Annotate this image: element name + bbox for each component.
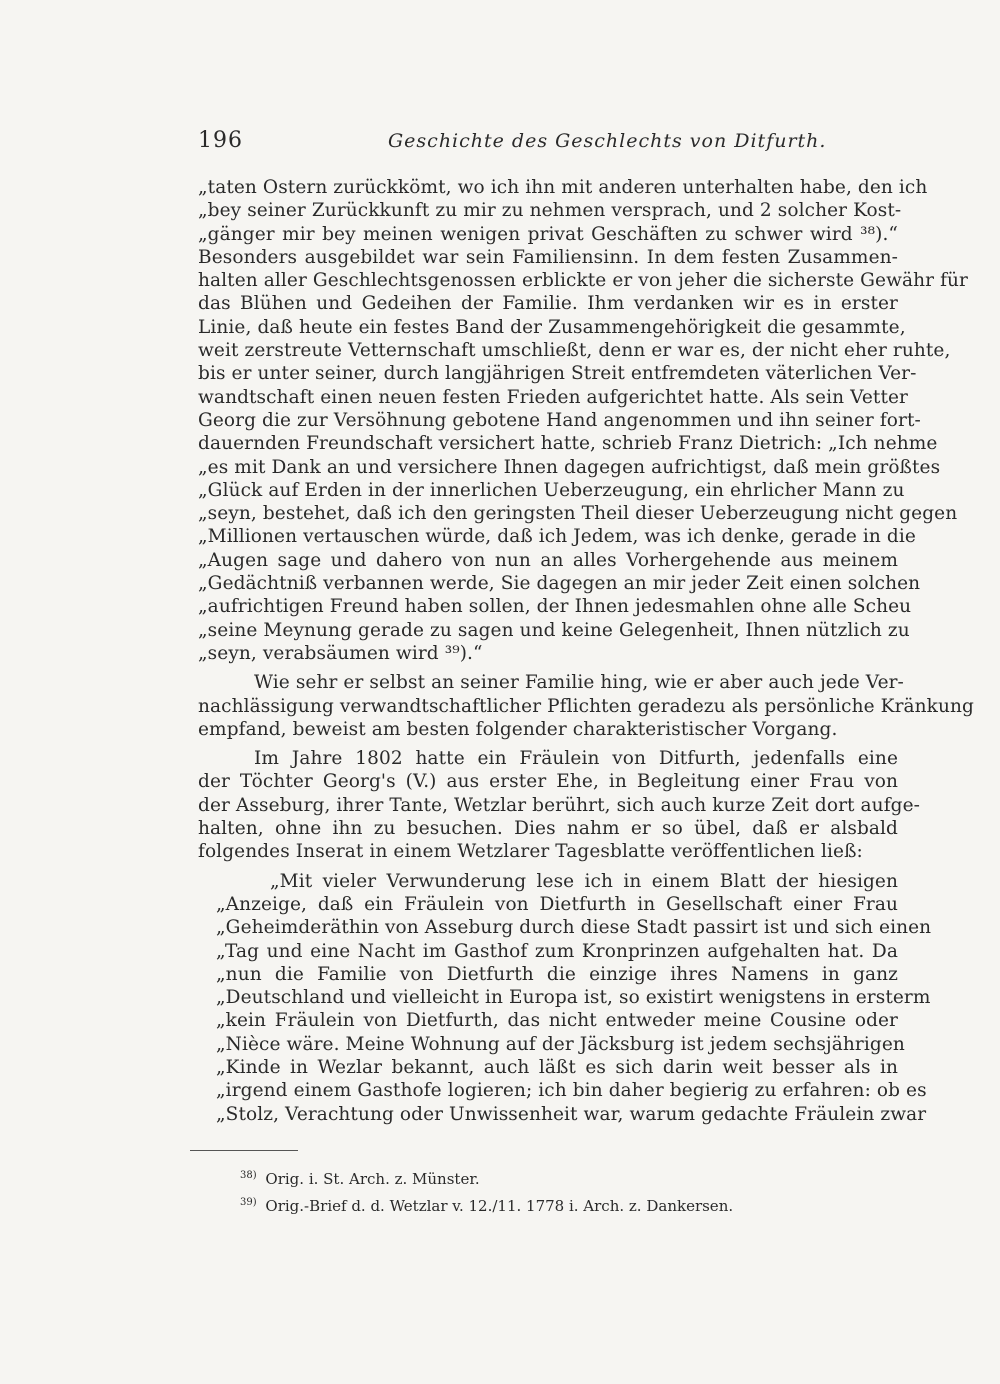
text-line: „Glück auf Erden in der innerlichen Ueberzeugung, ein ehrlicher Mann zu (198, 479, 905, 501)
quote-line: „Mit vieler Verwunderung lese ich in einem Blatt der hiesigen (270, 870, 898, 892)
text-line: „es mit Dank an und versichere Ihnen dagegen aufrichtigst, daß mein größtes (198, 456, 941, 478)
quote-line: „Anzeige, daß ein Fräulein von Dietfurth in Gesellschaft einer Frau (216, 893, 898, 915)
footnote-mark: 38) (240, 1170, 257, 1181)
footnote-divider (190, 1150, 298, 1151)
quote-line: „Tag und eine Nacht im Gasthof zum Kronprinzen aufgehalten hat. Da (216, 940, 898, 962)
text-line: nachlässigung verwandtschaftlicher Pflichten geradezu als persönliche Kränkung (198, 695, 974, 717)
quote-line: „irgend einem Gasthofe logieren; ich bin daher begierig zu erfahren: ob es (216, 1080, 927, 1102)
footnotes (240, 1162, 900, 1216)
text-line: folgendes Inserat in einem Wetzlarer Tagesblatte veröffentlichen ließ: (198, 841, 863, 863)
running-title: Geschichte des Geschlechts von Ditfurth. (388, 130, 827, 152)
text-line: wandtschaft einen neuen festen Frieden aufgerichtet hatte. Als sein Vetter (198, 386, 908, 408)
text-line: halten, ohne ihn zu besuchen. Dies nahm er so übel, daß er alsbald (198, 818, 898, 840)
quote-line: „Deutschland und vielleicht in Europa ist, so existirt wenigstens in ersterm (216, 987, 931, 1009)
text-line: halten aller Geschlechtsgenossen erblickte er von jeher die sicherste Gewähr für (198, 270, 969, 292)
text-line: empfand, beweist am besten folgender charakteristischer Vorgang. (198, 718, 838, 740)
text-line: Wie sehr er selbst an seiner Familie hing, wie er aber auch jede Ver- (254, 672, 904, 694)
text-line: „seine Meynung gerade zu sagen und keine Gelegenheit, Ihnen nützlich zu (198, 619, 910, 641)
page-number: 196 (198, 128, 243, 153)
text-line: Besonders ausgebildet war sein Familiensinn. In dem festen Zusammen- (198, 246, 898, 268)
quote-line: „Kinde in Wezlar bekannt, auch läßt es sich darin weit besser als in (216, 1056, 898, 1078)
text-line: „seyn, bestehet, daß ich den geringsten Theil dieser Ueberzeugung nicht gegen (198, 503, 958, 525)
body-text (198, 176, 974, 1126)
text-line: weit zerstreute Vetternschaft umschließt, denn er war es, der nicht eher ruhte, (198, 340, 951, 362)
text-line: der Töchter Georg's (V.) aus erster Ehe, in Begleitung einer Frau von (198, 771, 898, 793)
quote-line: „kein Fräulein von Dietfurth, das nicht entweder meine Cousine oder (216, 1010, 898, 1032)
text-line: Im Jahre 1802 hatte ein Fräulein von Ditfurth, jedenfalls eine (254, 748, 898, 770)
text-line: „bey seiner Zurückkunft zu mir zu nehmen versprach, und 2 solcher Kost- (198, 200, 902, 222)
page-header (198, 128, 898, 160)
text-line: dauernden Freundschaft versichert hatte, schrieb Franz Dietrich: „Ich nehme (198, 433, 938, 455)
text-line: der Asseburg, ihrer Tante, Wetzlar berührt, sich auch kurze Zeit dort aufge- (198, 794, 920, 816)
text-line: das Blühen und Gedeihen der Familie. Ihm verdanken wir es in erster (198, 293, 898, 315)
text-line: „Millionen vertauschen würde, daß ich Jedem, was ich denke, gerade in die (198, 526, 916, 548)
text-line: „Gedächtniß verbannen werde, Sie dagegen an mir jeder Zeit einen solchen (198, 573, 921, 595)
footnote-text: Orig.-Brief d. d. Wetzlar v. 12./11. 1778 i. Arch. z. Dankersen. (265, 1197, 734, 1215)
text-line: „Augen sage und dahero von nun an alles Vorhergehende aus meinem (198, 549, 898, 571)
footnote-text: Orig. i. St. Arch. z. Münster. (265, 1170, 480, 1188)
text-line: bis er unter seiner, durch langjährigen Streit entfremdeten väterlichen Ver- (198, 363, 917, 385)
quote-line: „Nièce wäre. Meine Wohnung auf der Jäcksburg ist jedem sechsjährigen (216, 1033, 905, 1055)
quote-line: „Stolz, Verachtung oder Unwissenheit war, warum gedachte Fräulein zwar (216, 1103, 927, 1125)
quote-line: „nun die Familie von Dietfurth die einzige ihres Namens in ganz (216, 963, 898, 985)
quote-line: „Geheimderäthin von Asseburg durch diese Stadt passirt ist und sich einen (216, 917, 932, 939)
text-line: Linie, daß heute ein festes Band der Zusammengehörigkeit die gesammte, (198, 316, 906, 338)
text-line: „aufrichtigen Freund haben sollen, der Ihnen jedesmahlen ohne alle Scheu (198, 596, 912, 618)
footnote-39 (240, 1189, 900, 1216)
text-line: „gänger mir bey meinen wenigen privat Geschäften zu schwer wird ³⁸).“ (198, 223, 898, 245)
text-line: „taten Ostern zurückkömt, wo ich ihn mit anderen unterhalten habe, den ich (198, 177, 928, 198)
footnote-mark: 39) (240, 1197, 257, 1208)
footnote-38 (240, 1162, 900, 1189)
text-line: „seyn, verabsäumen wird ³⁹).“ (198, 642, 483, 664)
text-line: Georg die zur Versöhnung gebotene Hand angenommen und ihn seiner fort- (198, 409, 921, 431)
